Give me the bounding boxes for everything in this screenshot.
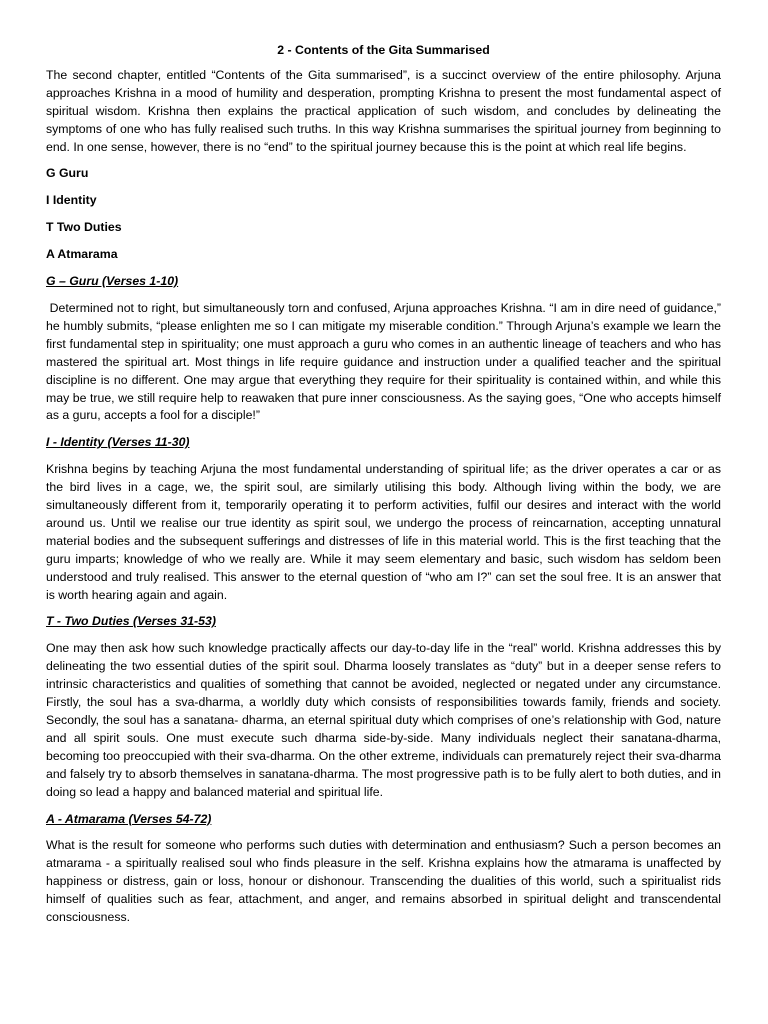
section-heading-guru: G – Guru (Verses 1-10) — [46, 274, 179, 289]
acronym-line-identity: I Identity — [46, 193, 97, 208]
acronym-line-atmarama: A Atmarama — [46, 247, 118, 262]
section-heading-atmarama: A - Atmarama (Verses 54-72) — [46, 811, 212, 826]
acronym-line-guru: G Guru — [46, 166, 89, 181]
section-heading-identity: I - Identity (Verses 11-30) — [46, 435, 190, 450]
page-title: 2 - Contents of the Gita Summarised — [277, 43, 490, 57]
section-body-guru: Determined not to right, but simultaneously torn and confused, Arjuna approaches Krishna. “I am in dire need of guidance,” he humbly submits, “please enlighten me so I can mitigate my miserable condition.” Through Arjuna’s example we learn the first fundamental step in spirituality; one must approach a guru who comes in an authentic lineage of teachers and who has mastered the spiritual art. Most things in life require guidance and instruction under a qualified teacher and the spiritual discipline is no different. One may argue that everything they require for their spirituality is contained within, and while this may be true, we still require help to reawaken that pure inner consciousness. As the saying goes, “One who accepts himself as a guru, accepts a fool for a disciple!” — [46, 300, 725, 423]
section-body-identity: Krishna begins by teaching Arjuna the most fundamental understanding of spiritual life; as the driver operates a car or as the bird lives in a cage, we, the spirit soul, are similarly utilising this body. Although living within the body, we are simultaneously different from it, temporarily operating it to perform activities, fulfil our desires and interact with the world around us. Until we realise our true identity as spirit soul, we undergo the process of reincarnation, accepting unnatural material bodies and the subsequent sufferings and distresses of life in this material world. This is the ﬁrst teaching that the guru imparts; knowledge of who we really are. While it may seem elementary and basic, such wisdom has seldom been understood and truly realised. This answer to the eternal question of “who am I?” can set the soul free. It is an answer that is worth hearing again and again. — [46, 462, 721, 602]
acronym-line-two-duties: T Two Duties — [46, 220, 122, 235]
section-body-atmarama: What is the result for someone who performs such duties with determination and enthusiasm? Such a person becomes an atmarama - a spiritually realised soul who finds pleasure in the self. Krishna explains how the atmarama is unaffected by happiness or distress, gain or loss, honour or dishonour. Transcending the dualities of this world, such a spiritualist rids himself of qualities such as fear, attachment, and anger, and remains absorbed in spiritual delight and transcendental consciousness. — [46, 838, 721, 925]
section-body-two-duties: One may then ask how such knowledge practically affects our day-to-day life in the “real” world. Krishna addresses this by delineating the two essential duties of the spirit soul. Dharma loosely translates as “duty” but in a deeper sense refers to intrinsic characteristics and qualities of something that cannot be avoided, neglected or negated under any circumstance. Firstly, the soul has a sva-dharma, a worldly duty which consists of responsibilities towards family, friends and society. Secondly, the soul has a sanatana- dharma, an eternal spiritual duty which comprises of one’s relationship with God, nature and all spirit souls. One must execute such dharma side-by-side. Many individuals neglect their sanatana-dharma, becoming too preoccupied with their sva-dharma. On the other extreme, individuals can prematurely reject their sva-dharma and falsely try to absorb themselves in sanatana-dharma. The most progressive path is to be fully alert to both duties, and in doing so lead a happy and balanced material and spiritual life. — [46, 641, 721, 799]
intro-paragraph: The second chapter, entitled “Contents of the Gita summarised”, is a succinct overview of the entire philosophy. Arjuna approaches Krishna in a mood of humility and desperation, prompting Krishna to present the most fundamental aspect of spiritual wisdom. Krishna then explains the practical application of such wisdom, and concludes by delineating the symptoms of one who has fully realised such truths. In this way Krishna summarises the spiritual journey from beginning to end. In one sense, however, there is no “end” to the spiritual journey because this is the point at which real life begins. — [46, 67, 721, 154]
section-heading-two-duties: T - Two Duties (Verses 31-53) — [46, 614, 216, 629]
